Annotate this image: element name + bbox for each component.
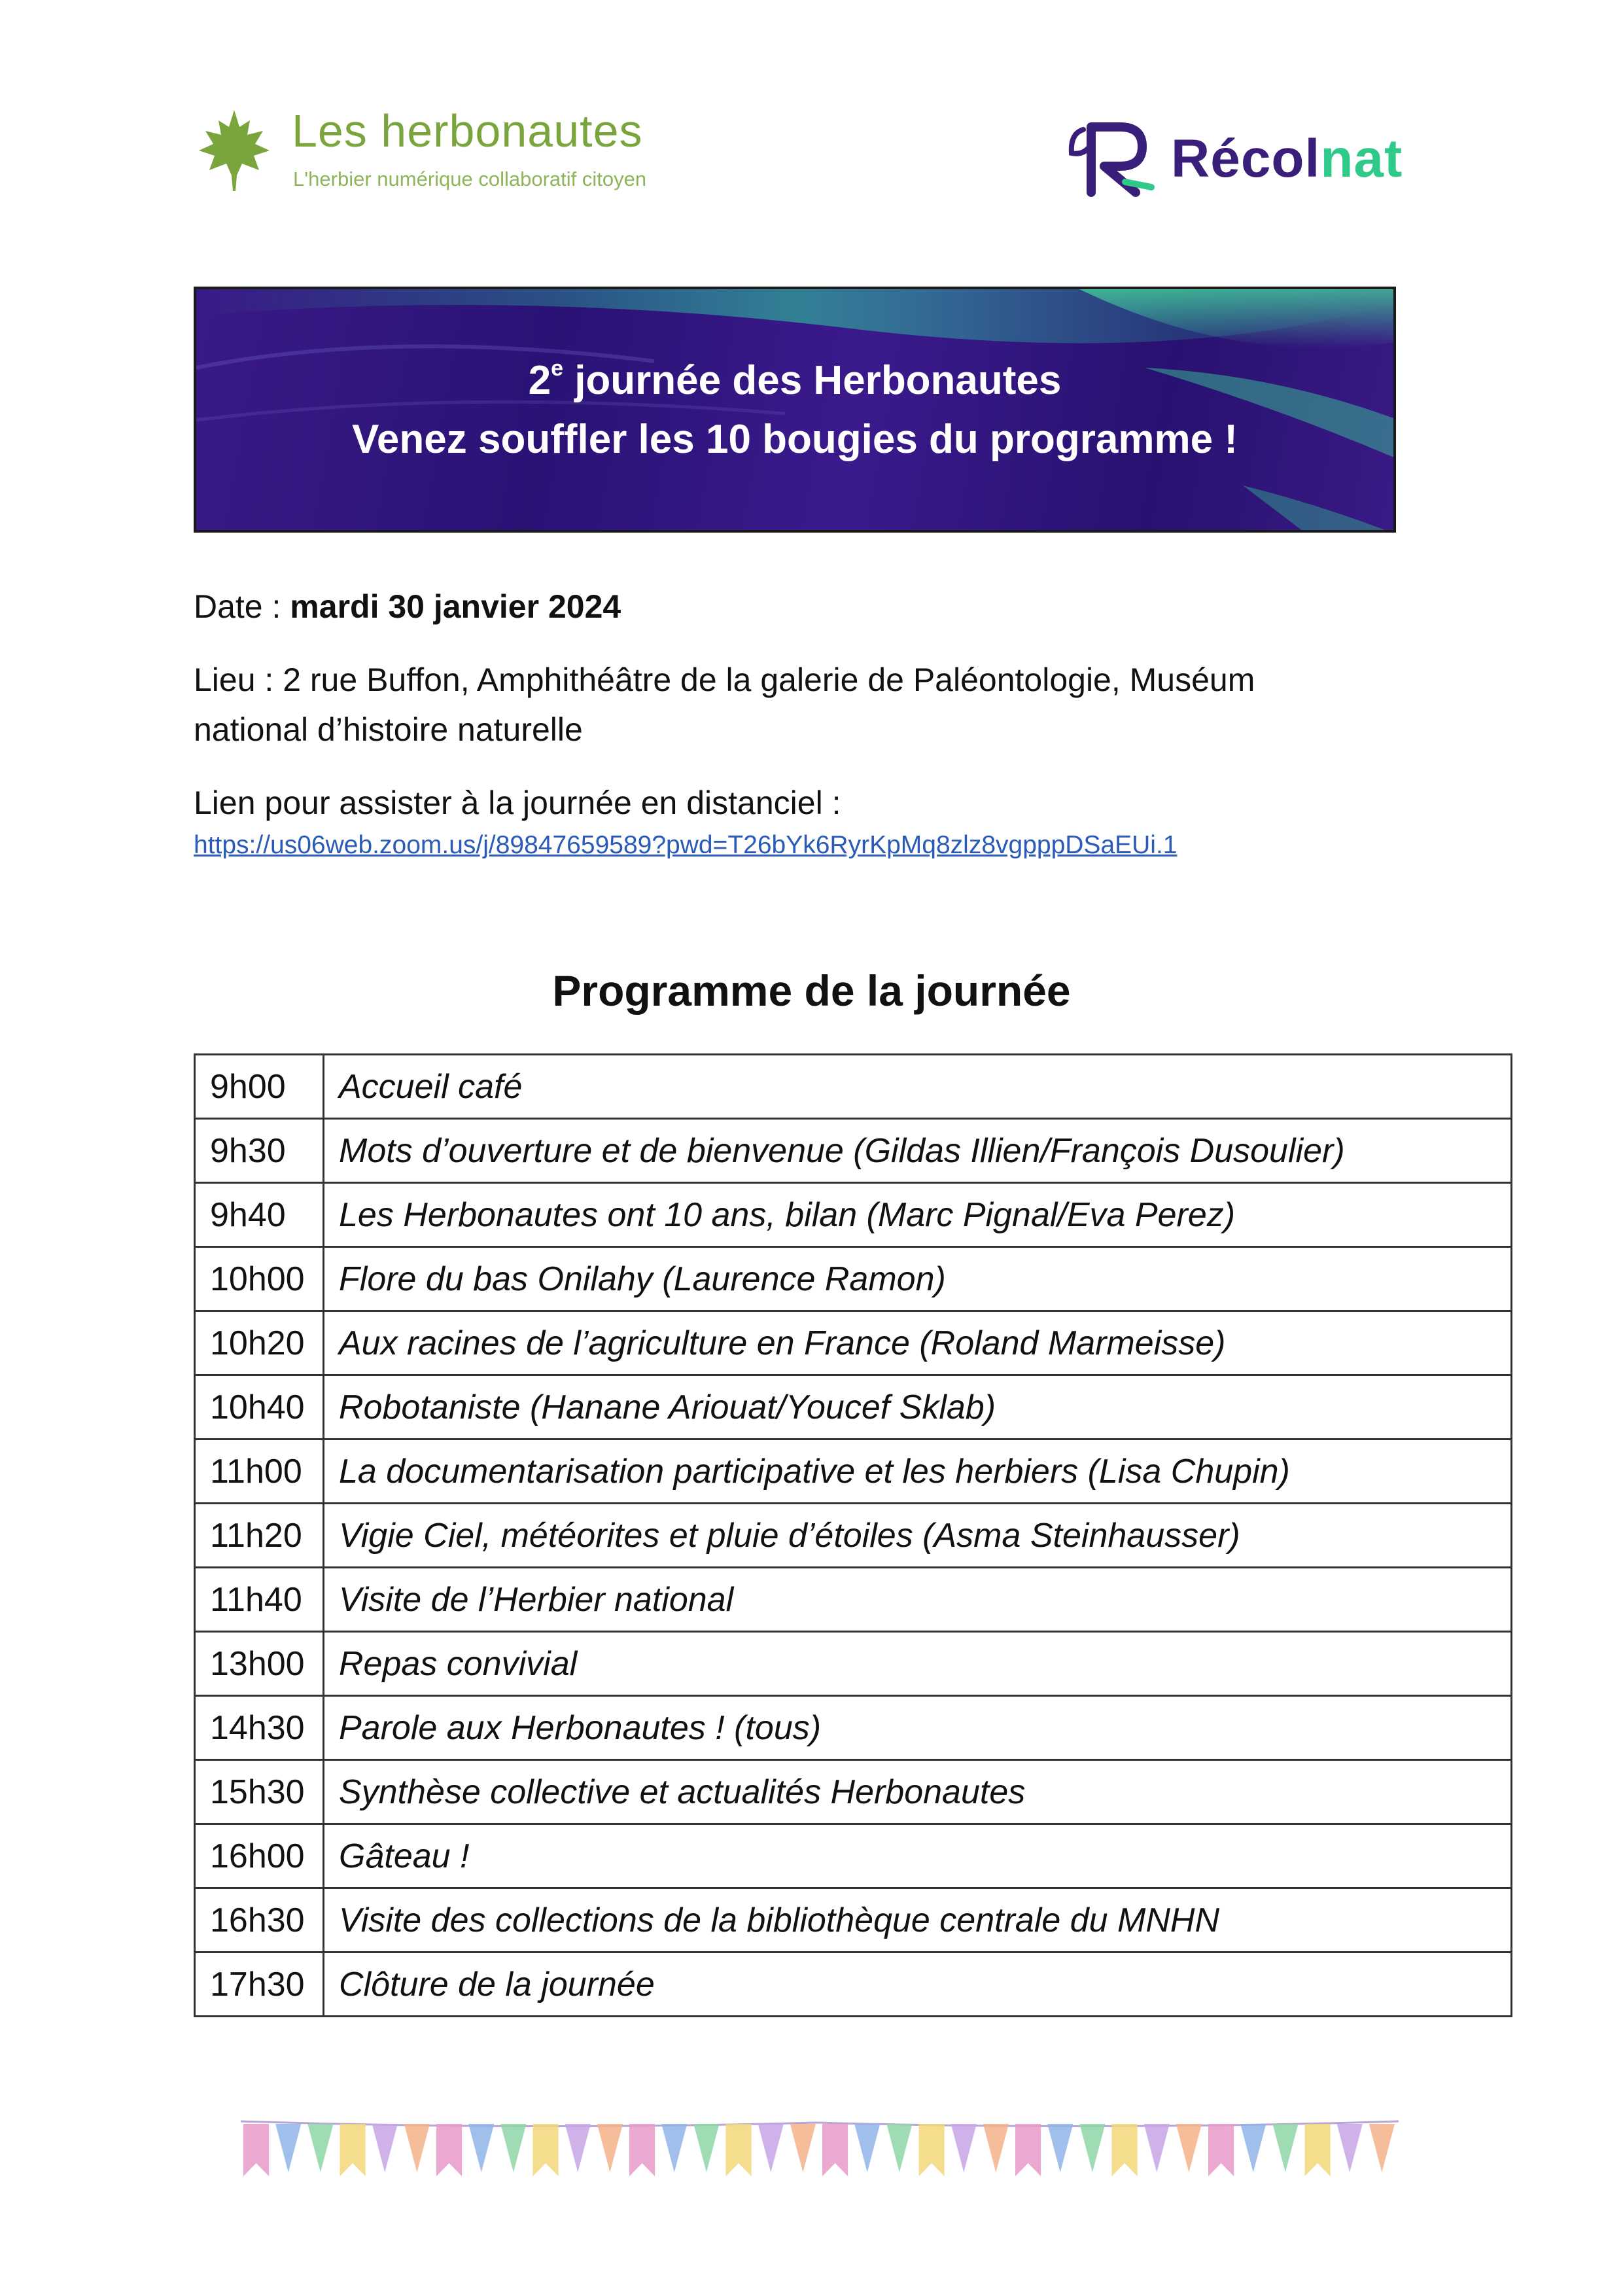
programme-table xyxy=(194,1053,1512,2017)
date-line xyxy=(194,588,621,626)
programme-activity: La documentarisation participative et les herbiers (Lisa Chupin) xyxy=(324,1439,1512,1504)
programme-activity: Flore du bas Onilahy (Laurence Ramon) xyxy=(324,1247,1512,1311)
bunting-flag xyxy=(1208,2124,1234,2176)
bunting-decoration xyxy=(241,2113,1399,2192)
recolnat-logo xyxy=(1065,115,1444,207)
programme-row xyxy=(195,1568,1512,1632)
bunting-flag xyxy=(886,2124,912,2172)
location-line2: national d’histoire naturelle xyxy=(194,711,583,748)
programme-row xyxy=(195,1760,1512,1824)
programme-time: 16h00 xyxy=(195,1824,324,1888)
bunting-flag xyxy=(726,2124,752,2176)
recolnat-r-icon xyxy=(1065,115,1163,200)
bunting-flag xyxy=(1337,2124,1363,2172)
bunting-flag xyxy=(1112,2124,1138,2176)
programme-row xyxy=(195,1119,1512,1183)
programme-activity: Visite de l’Herbier national xyxy=(324,1568,1512,1632)
bunting-flag xyxy=(275,2124,301,2172)
bunting-flag xyxy=(758,2124,784,2172)
programme-time: 17h30 xyxy=(195,1952,324,2017)
banner-title-number: 2 xyxy=(528,358,551,403)
bunting-flag xyxy=(1047,2124,1073,2172)
bunting-flag xyxy=(1272,2124,1298,2172)
date-value: mardi 30 janvier 2024 xyxy=(290,588,621,625)
programme-activity: Aux racines de l’agriculture en France (Roland Marmeisse) xyxy=(324,1311,1512,1375)
programme-row xyxy=(195,1183,1512,1247)
programme-activity: Parole aux Herbonautes ! (tous) xyxy=(324,1696,1512,1760)
recolnat-name-part2: nat xyxy=(1320,129,1403,188)
banner-title-text: journée des Herbonautes xyxy=(563,358,1062,403)
remote-link-label: Lien pour assister à la journée en distanciel : xyxy=(194,785,841,821)
programme-activity: Clôture de la journée xyxy=(324,1952,1512,2017)
bunting-flag xyxy=(1015,2124,1041,2176)
bunting-flag xyxy=(436,2124,462,2176)
programme-row xyxy=(195,1247,1512,1311)
bunting-flag xyxy=(854,2124,880,2172)
bunting-flag xyxy=(1176,2124,1202,2172)
programme-time: 9h40 xyxy=(195,1183,324,1247)
bunting-flag xyxy=(500,2124,526,2172)
banner-title-line1 xyxy=(196,357,1393,404)
programme-row xyxy=(195,1952,1512,2017)
bunting-flag xyxy=(822,2124,848,2176)
bunting-flag xyxy=(1305,2124,1331,2176)
recolnat-name-part1: Récol xyxy=(1171,129,1321,188)
programme-time: 11h40 xyxy=(195,1568,324,1632)
programme-time: 9h00 xyxy=(195,1055,324,1119)
banner-leaf-pattern xyxy=(196,289,1396,533)
bunting-flag xyxy=(565,2124,591,2172)
date-label: Date : xyxy=(194,588,290,625)
bunting-flag xyxy=(307,2124,333,2172)
bunting-flag xyxy=(372,2124,398,2172)
programme-activity: Mots d’ouverture et de bienvenue (Gildas Illien/François Dusoulier) xyxy=(324,1119,1512,1183)
bunting-flag xyxy=(661,2124,687,2172)
bunting-flag xyxy=(693,2124,719,2172)
bunting-flag xyxy=(1240,2124,1266,2172)
recolnat-brand-name xyxy=(1171,128,1403,190)
programme-time: 11h20 xyxy=(195,1504,324,1568)
programme-row xyxy=(195,1504,1512,1568)
programme-time: 13h00 xyxy=(195,1632,324,1696)
zoom-link[interactable]: https://us06web.zoom.us/j/89847659589?pwd=T26bYk6RyrKpMq8zlz8vgpppDSaEUi.1 xyxy=(194,831,1178,859)
bunting-flag xyxy=(597,2124,623,2172)
programme-activity: Robotaniste (Hanane Ariouat/Youcef Sklab) xyxy=(324,1375,1512,1439)
programme-activity: Visite des collections de la bibliothèque centrale du MNHN xyxy=(324,1888,1512,1952)
programme-activity: Synthèse collective et actualités Herbonautes xyxy=(324,1760,1512,1824)
event-banner xyxy=(194,287,1396,533)
programme-row xyxy=(195,1632,1512,1696)
herbonautes-brand-name: Les herbonautes xyxy=(292,105,643,156)
programme-activity: Vigie Ciel, météorites et pluie d’étoiles (Asma Steinhausser) xyxy=(324,1504,1512,1568)
programme-activity: Gâteau ! xyxy=(324,1824,1512,1888)
location-line1: Lieu : 2 rue Buffon, Amphithéâtre de la galerie de Paléontologie, Muséum xyxy=(194,662,1255,698)
bunting-flag xyxy=(983,2124,1009,2172)
banner-title-line2: Venez souffler les 10 bougies du programme ! xyxy=(351,417,1238,462)
bunting-flag xyxy=(1144,2124,1170,2172)
banner-title-superscript: e xyxy=(551,356,563,381)
bunting-flag xyxy=(533,2124,559,2176)
programme-time: 11h00 xyxy=(195,1439,324,1504)
programme-activity: Accueil café xyxy=(324,1055,1512,1119)
programme-row xyxy=(195,1824,1512,1888)
programme-row xyxy=(195,1311,1512,1375)
bunting-flag xyxy=(919,2124,945,2176)
herbonautes-logo xyxy=(195,105,692,196)
programme-time: 10h00 xyxy=(195,1247,324,1311)
bunting-flag xyxy=(1369,2124,1395,2172)
programme-row xyxy=(195,1696,1512,1760)
bunting-flag xyxy=(468,2124,494,2172)
programme-time: 15h30 xyxy=(195,1760,324,1824)
programme-row xyxy=(195,1055,1512,1119)
bunting-flag xyxy=(790,2124,816,2172)
bunting-flag xyxy=(1079,2124,1105,2172)
bunting-flag xyxy=(629,2124,655,2176)
programme-activity: Repas convivial xyxy=(324,1632,1512,1696)
programme-time: 14h30 xyxy=(195,1696,324,1760)
bunting-flag xyxy=(340,2124,366,2176)
programme-time: 10h40 xyxy=(195,1375,324,1439)
herbonautes-tagline: L'herbier numérique collaboratif citoyen xyxy=(293,168,647,190)
maple-leaf-icon xyxy=(195,107,273,192)
bunting-flag xyxy=(243,2124,269,2176)
programme-time: 16h30 xyxy=(195,1888,324,1952)
programme-activity: Les Herbonautes ont 10 ans, bilan (Marc Pignal/Eva Perez) xyxy=(324,1183,1512,1247)
programme-time: 10h20 xyxy=(195,1311,324,1375)
programme-row xyxy=(195,1888,1512,1952)
bunting-flag xyxy=(404,2124,430,2172)
programme-title: Programme de la journée xyxy=(552,966,1071,1015)
programme-row xyxy=(195,1375,1512,1439)
programme-time: 9h30 xyxy=(195,1119,324,1183)
bunting-flag xyxy=(951,2124,977,2172)
programme-row xyxy=(195,1439,1512,1504)
